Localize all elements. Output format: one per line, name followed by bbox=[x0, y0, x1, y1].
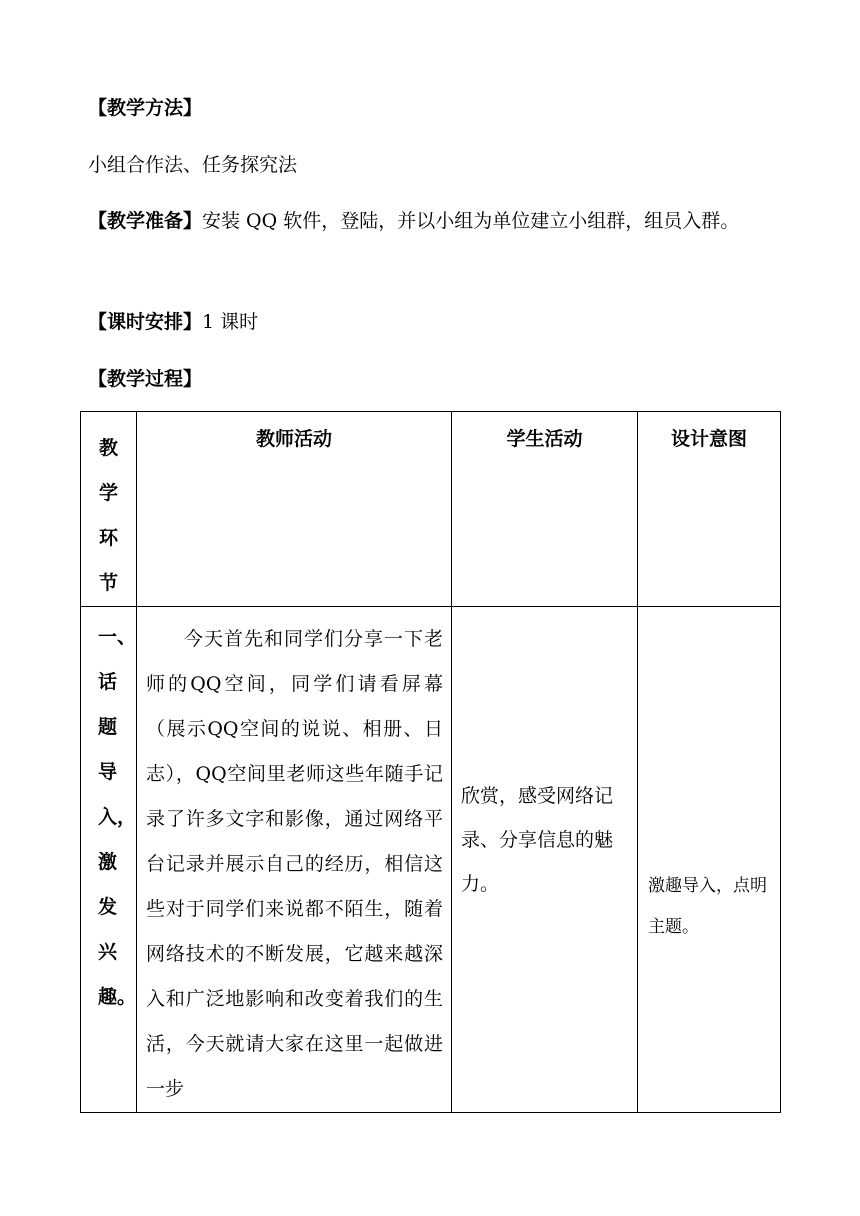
header-student: 学生活动 bbox=[452, 412, 638, 607]
design-intent-cell bbox=[638, 607, 781, 1113]
method-heading: 【教学方法】 bbox=[88, 97, 203, 119]
schedule-heading: 【课时安排】 bbox=[88, 311, 203, 333]
header-teacher: 教师活动 bbox=[137, 412, 452, 607]
table-row bbox=[81, 607, 781, 1113]
lesson-table bbox=[80, 411, 781, 1113]
stage-cell bbox=[81, 607, 137, 1113]
student-activity: 欣赏，感受网络记录、分享信息的魅力。 bbox=[461, 784, 614, 895]
header-stage-cell bbox=[81, 412, 137, 607]
method-content: 小组合作法、任务探究法 bbox=[88, 154, 298, 176]
header-intent: 设计意图 bbox=[638, 412, 781, 607]
student-activity-cell bbox=[452, 607, 638, 1113]
teacher-activity: 今天首先和同学们分享一下老师的QQ空间，同学们请看屏幕（展示QQ空间的说说、相册、日志），QQ空间里老师这些年随手记录了许多文字和影像，通过网络平台记录并展示自己的经历，相信这些对于同学们来说都不陌生，随着网络技术的不断发展，它越来越深入和广泛地影响和改变着我们的生活，今天就请大家在这里一起做进一步 bbox=[137, 607, 452, 1113]
preparation-heading: 【教学准备】 bbox=[88, 210, 203, 232]
process-heading: 【教学过程】 bbox=[88, 368, 203, 390]
schedule-paragraph bbox=[88, 310, 258, 334]
schedule-content: 1 课时 bbox=[202, 311, 259, 333]
preparation-paragraph bbox=[88, 198, 778, 244]
preparation-content: 安装 QQ 软件，登陆，并以小组为单位建立小组群，组员入群。 bbox=[202, 210, 740, 232]
header-stage: 教学环节 bbox=[99, 437, 119, 594]
stage-text: 一、话题导入，激发兴趣。 bbox=[98, 626, 137, 1008]
design-intent: 激趣导入，点明主题。 bbox=[648, 876, 767, 937]
table-header-row bbox=[81, 412, 781, 607]
